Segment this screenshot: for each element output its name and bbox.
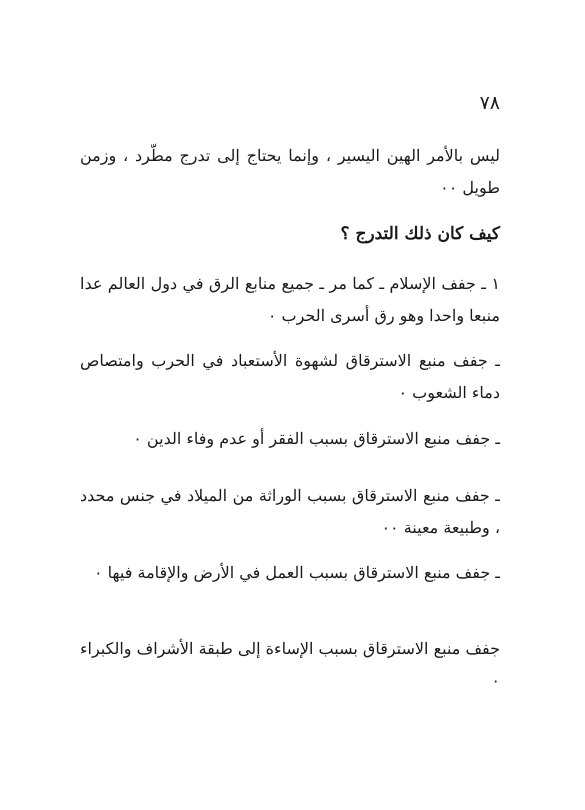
list-item: ـ جفف منبع الاسترقاق لشهوة الأستعباد في الحرب وامتصاص دماء الشعوب ٠ [80,351,500,402]
list-item: جفف منبع الاسترقاق بسبب الإساءة إلى طبقة الأشراف والكبراء ٠ [80,639,500,690]
section-heading: كيف كان ذلك التدرج ؟ [340,224,500,244]
page-number: ٧٨ [479,92,500,114]
list-item: ـ جفف منبع الاسترقاق بسبب العمل في الأرض والإقامة فيها ٠ [94,563,500,582]
intro-paragraph: ليس بالأمر الهين اليسير ، وإنما يحتاج إلى تدرج مطّرد ، وزمن طويل ٠٠ [80,146,501,197]
list-item: ١ ـ جفف الإسلام ـ كما مر ـ جميع منابع الرق في دول العالم عدا منبعا واحدا وهو رق أسرى الحرب ٠ [80,274,500,325]
list-item: ـ جفف منبع الاسترقاق بسبب الوراثة من الميلاد في جنس محدد ، وطبيعة معينة ٠٠ [80,486,500,537]
list-item: ـ جفف منبع الاسترقاق بسبب الفقر أو عدم وفاء الدين ٠ [133,429,500,448]
